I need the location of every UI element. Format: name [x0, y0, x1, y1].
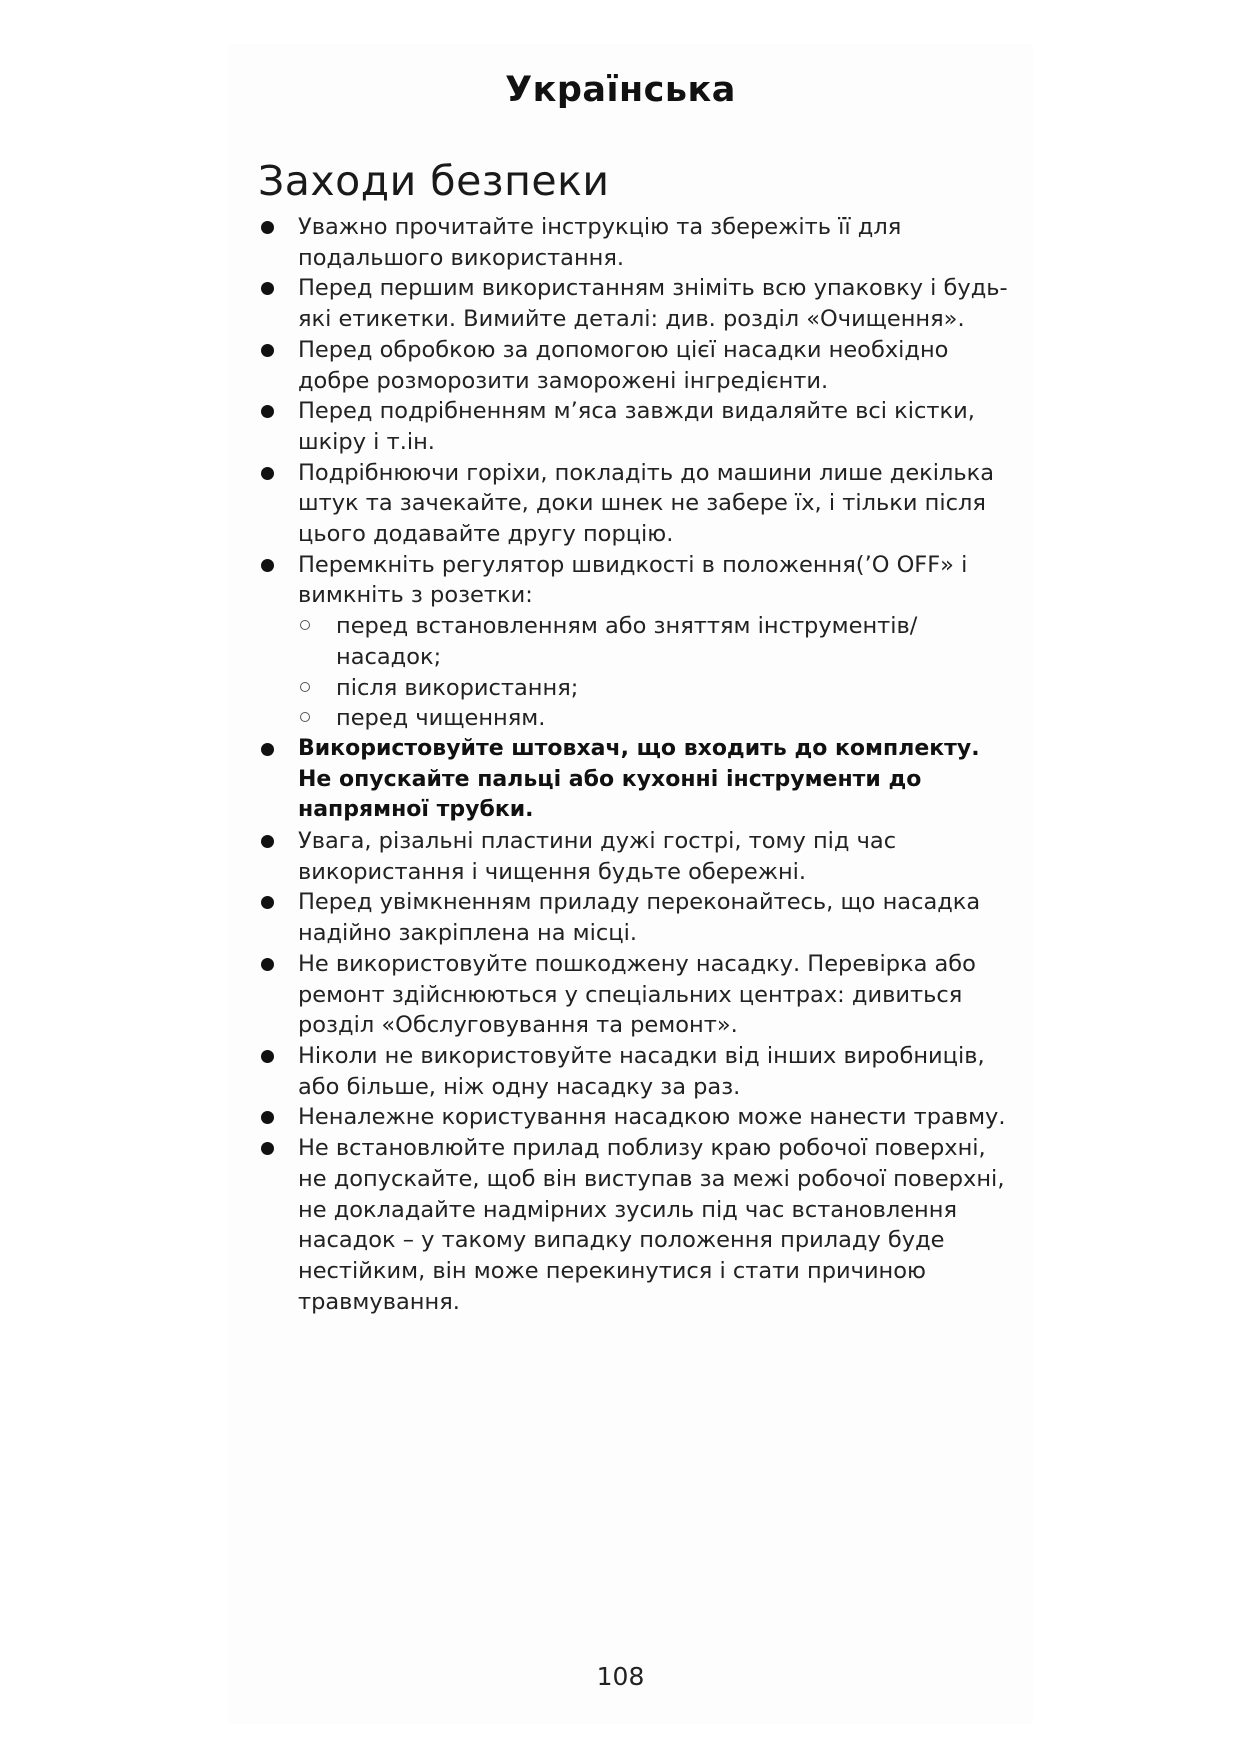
list-item	[258, 826, 1018, 887]
list-item-text: Перед увімкненням приладу переконайтесь, що насадка надійно закріплена на місці.	[298, 889, 981, 947]
section-title: Заходи безпеки	[258, 157, 610, 205]
bullet-icon	[261, 1050, 274, 1063]
list-item-text: Уважно прочитайте інструкцію та збережіть її для подальшого використання.	[298, 214, 902, 271]
list-item	[258, 887, 1018, 948]
bullet-icon	[261, 467, 274, 480]
safety-content	[258, 212, 1018, 1317]
language-title: Українська	[505, 70, 736, 110]
sub-list-item	[298, 611, 1018, 672]
sub-list-item	[298, 703, 1018, 734]
circle-bullet-icon	[300, 682, 310, 692]
list-item-text: Не використовуйте пошкоджену насадку. Перевірка або ремонт здійснюються у спеціальних центрах: дивиться розділ «Обслуговування та ремонт».	[298, 950, 976, 1039]
list-item-warning	[258, 734, 1018, 826]
page-number: 108	[596, 1662, 645, 1691]
bullet-icon	[261, 1142, 274, 1155]
list-item	[258, 1041, 1018, 1102]
list-item	[258, 335, 1018, 396]
list-item	[258, 1133, 1018, 1317]
sub-list	[298, 611, 1018, 734]
list-item-text: Використовуйте штовхач, що входить до комплекту. Не опускайте пальці або кухонні інструменти до напрямної трубки.	[298, 735, 980, 823]
bullet-icon	[261, 221, 274, 234]
circle-bullet-icon	[300, 712, 310, 722]
sub-list-item	[298, 673, 1018, 704]
list-item-text: Не встановлюйте прилад поблизу краю робочої поверхні, не допускайте, щоб він виступав за межі робочої поверхні, не докладайте надмірних зусиль під час встановлення насадок – у такому випадку положення приладу буде нестійким, він може перекинутися і стати причиною травмування.	[298, 1135, 1005, 1315]
list-item	[258, 273, 1018, 334]
bullet-icon	[261, 282, 274, 295]
list-item-text: Увага, різальні пластини дужі гострі, тому під час використання і чищення будьте обережні.	[298, 828, 897, 885]
list-item	[258, 396, 1018, 457]
bullet-icon	[261, 1111, 274, 1124]
bullet-icon	[261, 559, 274, 572]
bullet-icon	[261, 958, 274, 971]
list-item-text: Перемкніть регулятор швидкості в положення(’О OFF» і вимкніть з розетки:	[298, 551, 968, 609]
list-item-text: Перед першим використанням зніміть всю упаковку і будь-які етикетки. Вимийте деталі: див. розділ «Очищення».	[298, 275, 1008, 333]
list-item	[258, 1102, 1018, 1133]
bullet-icon	[261, 344, 274, 357]
sub-list-item-text: перед чищенням.	[336, 705, 546, 732]
list-item	[258, 212, 1018, 273]
bullet-icon	[261, 896, 274, 909]
bullet-icon	[261, 835, 274, 848]
list-item	[258, 550, 1018, 734]
list-item	[258, 458, 1018, 550]
list-item-text: Ніколи не використовуйте насадки від інших виробниців, або більше, ніж одну насадку за раз.	[298, 1042, 985, 1100]
list-item-text: Подрібнюючи горіхи, покладіть до машини лише декілька штук та зачекайте, доки шнек не забере їх, і тільки після цього додавайте другу порцію.	[298, 459, 995, 548]
list-item	[258, 949, 1018, 1041]
circle-bullet-icon	[300, 620, 310, 630]
sub-list-item-text: після використання;	[336, 674, 579, 701]
list-item-text: Неналежне користування насадкою може нанести травму.	[298, 1104, 1006, 1131]
safety-list	[258, 212, 1018, 1317]
sub-list-item-text: перед встановленням або зняттям інструментів/ насадок;	[336, 613, 918, 670]
list-item-text: Перед обробкою за допомогою цієї насадки необхідно добре розморозити заморожені інгредієнти.	[298, 336, 949, 394]
bullet-icon	[261, 743, 274, 756]
list-item-text: Перед подрібненням м’яса завжди видаляйте всі кістки, шкіру і т.ін.	[298, 398, 975, 455]
bullet-icon	[261, 405, 274, 418]
